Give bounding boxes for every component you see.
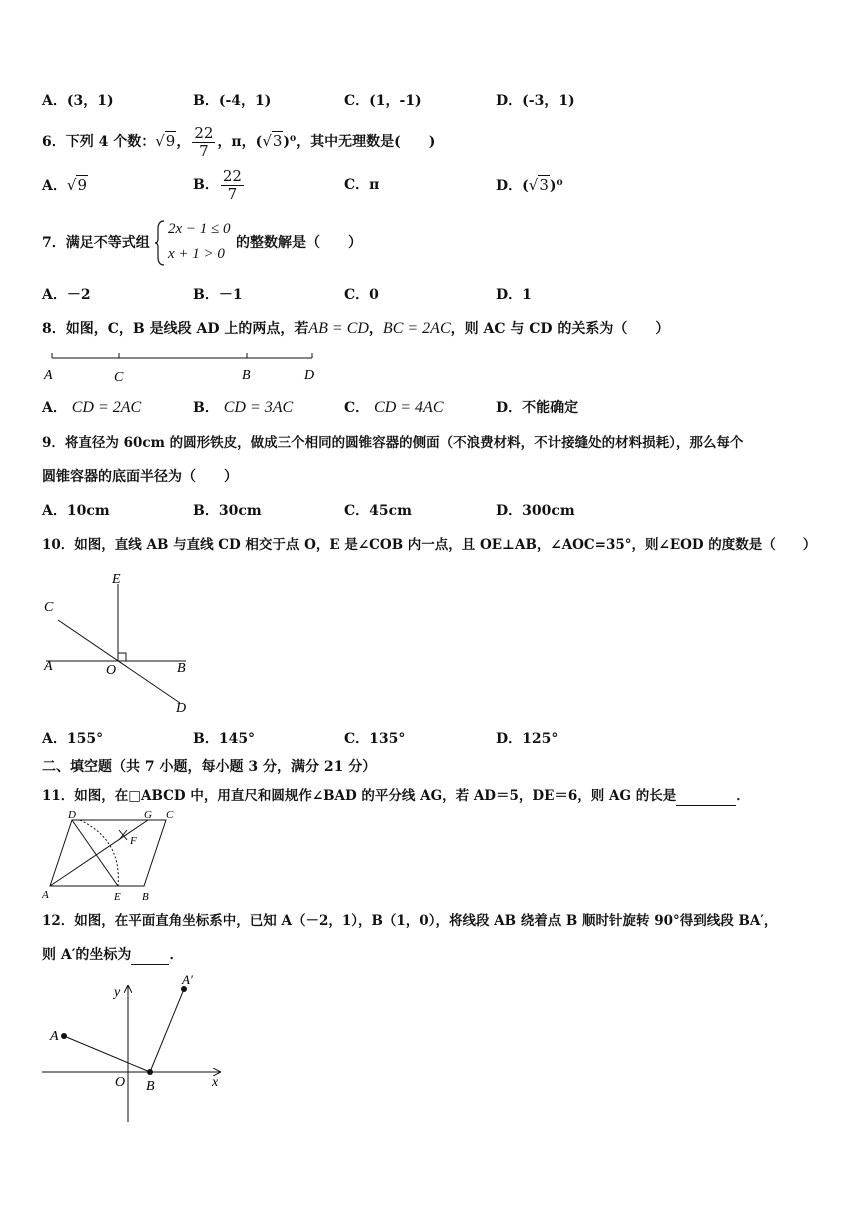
q11-label-a: A: [42, 889, 49, 901]
q12-answer-blank[interactable]: [131, 946, 169, 965]
q8-segment-figure: [40, 348, 330, 384]
q6-prefix: 6．下列 4 个数：: [42, 134, 156, 150]
q8-eq1: AB = CD: [308, 320, 369, 337]
section-2-heading: 二、填空题（共 7 小题，每小题 3 分，满分 21 分）: [42, 759, 377, 775]
q7-option-c: C．0: [344, 287, 379, 303]
q11-label-e: E: [114, 891, 121, 903]
q10-option-a: A．155°: [42, 731, 104, 747]
q11-label-b: B: [142, 891, 149, 903]
q7-option-a: A．－2: [42, 287, 91, 303]
q8-label-c: C: [114, 370, 124, 384]
q7-inequality-1: 2x − 1 ≤ 0: [168, 221, 231, 237]
q6-sqrt9: √9: [155, 132, 176, 150]
q7-prefix: 7．满足不等式组: [42, 235, 150, 251]
q6-option-c: C．π: [344, 177, 380, 193]
q12-line1: 12．如图，在平面直角坐标系中，已知 A（－2，1），B（1，0），将线段 AB 绕着点 B 顺时针旋转 90°得到线段 BA′，: [42, 913, 778, 929]
q9-line1: 9．将直径为 60cm 的圆形铁皮，做成三个相同的圆锥容器的侧面（不浪费材料，不计接缝处的材料损耗），那么每个: [42, 435, 744, 451]
q7-option-b: B．－1: [193, 287, 243, 303]
q6-option-d: D．(√3)⁰: [496, 176, 563, 194]
q11-parallelogram-figure: [38, 808, 188, 904]
q6-stem: [42, 122, 435, 161]
q9-option-c: C．45cm: [344, 503, 412, 519]
q12-label-b: B: [146, 1079, 155, 1094]
q10-label-a: A: [44, 659, 53, 674]
q9-line2: 圆锥容器的底面半径为（ ）: [42, 469, 238, 485]
q10-label-o: O: [106, 663, 117, 678]
q6-sqrt3: √3: [262, 132, 283, 150]
q7-inequality-2: x + 1 > 0: [168, 246, 225, 262]
q8-eq2: BC = 2AC: [382, 320, 451, 337]
q6-option-b: B． $\frac{22}{7}$: [193, 166, 242, 203]
q10-label-e: E: [112, 572, 121, 587]
q8-option-d: D．不能确定: [496, 400, 579, 416]
q10-label-c: C: [44, 600, 54, 615]
q10-figure: [38, 566, 208, 718]
q9-option-a: A．10cm: [42, 503, 110, 519]
q6-fraction: $\frac{22}{7}$: [194, 123, 214, 160]
q8-option-a: A． CD = 2AC: [42, 399, 142, 416]
q6-option-a: A．√9: [42, 176, 87, 194]
q12-label-x: x: [212, 1075, 219, 1090]
q7-option-d: D．1: [496, 287, 532, 303]
q11-answer-blank[interactable]: [676, 787, 736, 806]
q12-label-a: A: [50, 1029, 59, 1044]
q10-option-b: B．145°: [193, 731, 256, 747]
q10-option-d: D．125°: [496, 731, 559, 747]
q5-option-c: C．(1，-1): [344, 93, 422, 109]
q11-label-c: C: [166, 809, 174, 821]
q6-tail: )⁰，其中无理数是( ): [283, 134, 436, 150]
q11-stem: 11．如图，在□ABCD 中，用直尺和圆规作∠BAD 的平分线 AG，若 AD＝5，DE＝6，则 AG 的长是 ．: [42, 788, 750, 804]
q10-label-d: D: [176, 701, 187, 716]
q12-line2: 则 A′的坐标为 ．: [42, 947, 184, 963]
q11-label-g: G: [144, 809, 152, 821]
q12-coordinate-figure: [38, 970, 238, 1126]
q11-label-d: D: [68, 809, 76, 821]
q7-suffix: 的整数解是（ ）: [236, 235, 362, 251]
q8-label-d: D: [304, 368, 315, 383]
q11-label-f: F: [130, 835, 137, 847]
q8-option-b: B． CD = 3AC: [193, 399, 294, 416]
q12-label-a-prime: A′: [182, 972, 193, 987]
q5-option-a: A．(3，1): [42, 93, 114, 109]
q8-option-c: C． CD = 4AC: [344, 399, 444, 416]
q7-brace: [154, 219, 166, 267]
q8-stem: 8．如图，C，B 是线段 AD 上的两点，若AB = CD，BC = 2AC，则 AC 与 CD 的关系为（ ）: [42, 320, 670, 337]
q5-option-b: B．(-4，1): [193, 93, 272, 109]
q5-option-d: D．(-3，1): [496, 93, 575, 109]
q8-label-a: A: [44, 368, 53, 383]
q8-label-b: B: [242, 368, 251, 383]
q12-label-o: O: [115, 1075, 126, 1090]
q6-comma: ，: [176, 134, 191, 150]
q9-option-d: D．300cm: [496, 503, 575, 519]
q9-option-b: B．30cm: [193, 503, 262, 519]
q10-stem: 10．如图，直线 AB 与直线 CD 相交于点 O，E 是∠COB 内一点，且 OE⊥AB，∠AOC=35°，则∠EOD 的度数是（ ）: [42, 537, 817, 553]
q12-label-y: y: [114, 985, 121, 1000]
q6-pi: ，π，(: [217, 134, 263, 150]
q10-option-c: C．135°: [344, 731, 406, 747]
q10-label-b: B: [177, 661, 186, 676]
